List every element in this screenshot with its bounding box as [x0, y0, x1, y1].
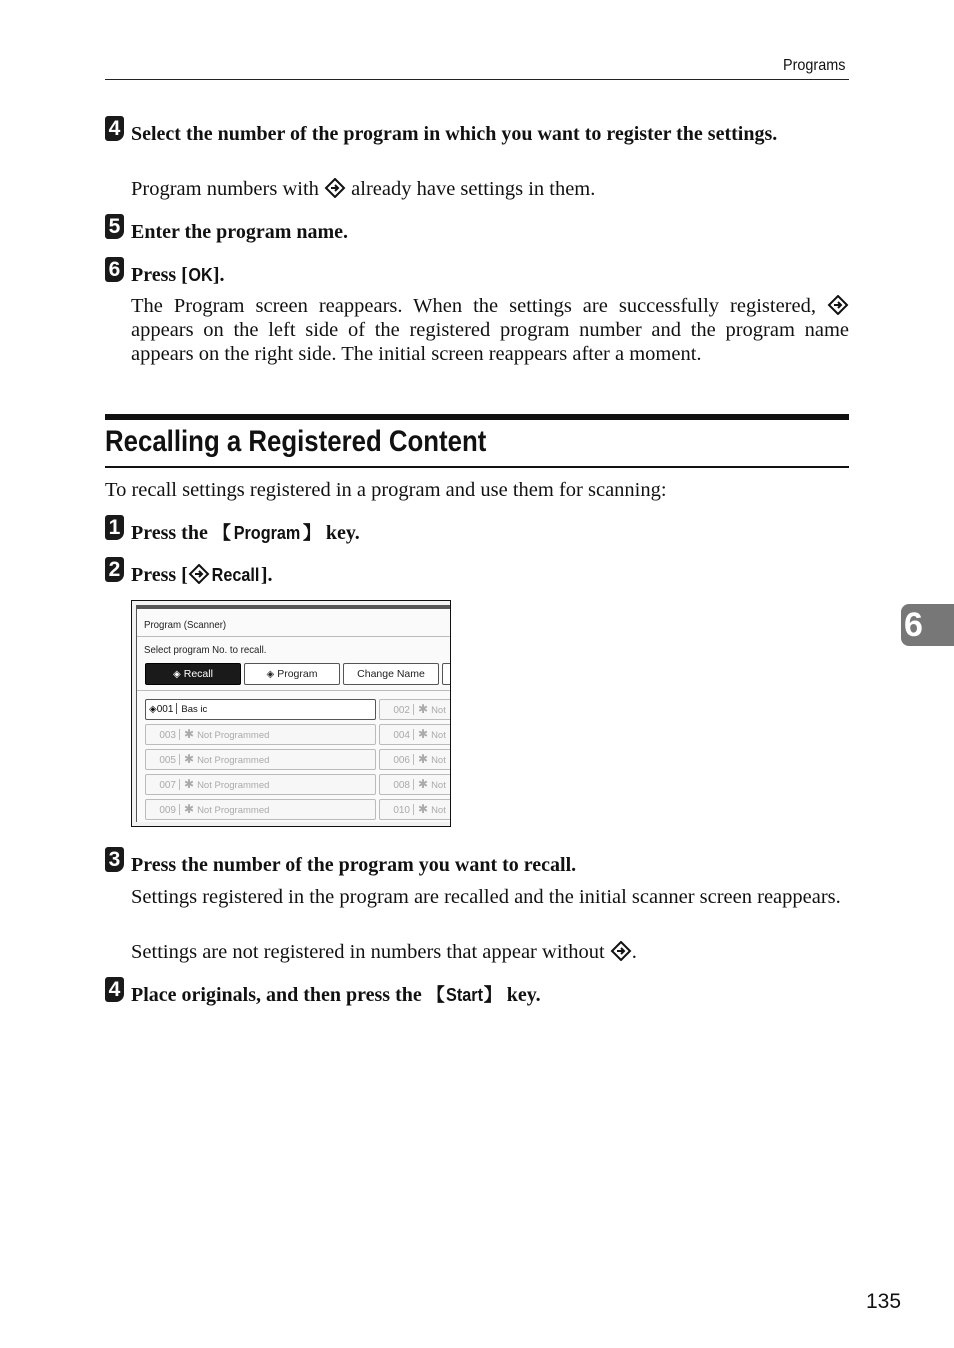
step-body	[131, 294, 849, 366]
step-title	[131, 521, 849, 546]
section-title: Recalling a Registered Content	[105, 425, 487, 458]
step-body-text: appears on the left side of the registered program number and the program name appears on the right side. The initial screen reappears after a moment.	[131, 319, 849, 365]
key-bracket: 】	[302, 523, 321, 544]
key-label: Program	[233, 523, 301, 543]
step-badge: 5	[105, 214, 124, 239]
slot-divider	[413, 704, 414, 715]
unprogrammed-icon: ✱	[418, 727, 429, 741]
step-title-text: key.	[501, 984, 541, 1006]
slot-number: 009	[159, 805, 176, 816]
program-slot[interactable]	[145, 749, 376, 770]
slot-number: 003	[159, 730, 176, 741]
key-label: OK	[188, 265, 213, 285]
program-slot[interactable]	[379, 699, 451, 720]
program-button-label: Program	[277, 668, 318, 680]
slot-number: 010	[393, 805, 410, 816]
slot-name: Not	[431, 805, 446, 816]
section-rule	[105, 466, 849, 468]
slot-name: Not Programmed	[197, 780, 270, 791]
step-body-text: The Program screen reappears. When the settings are successfully registered,	[131, 295, 816, 317]
key-bracket: 【	[426, 985, 445, 1006]
page-number: 135	[866, 1290, 902, 1313]
slot-name: Not Programmed	[197, 730, 270, 741]
step-title	[131, 563, 849, 587]
screen-instruction: Select program No. to recall.	[144, 644, 267, 656]
slot-number: 006	[393, 755, 410, 766]
key-label: Recall	[211, 565, 260, 585]
step-note	[131, 177, 849, 201]
slot-divider	[413, 779, 414, 790]
program-slot[interactable]	[379, 799, 451, 820]
step-title-text: ].	[260, 564, 273, 586]
step-title	[131, 983, 849, 1008]
slot-divider	[413, 754, 414, 765]
unprogrammed-icon: ✱	[418, 702, 429, 716]
screen-frame	[136, 605, 450, 822]
program-slot[interactable]	[379, 774, 451, 795]
step-note-text: Program numbers with	[131, 178, 325, 200]
change-name-button[interactable]	[343, 663, 439, 685]
slot-name: Not	[431, 780, 446, 791]
slot-divider	[179, 779, 180, 790]
program-slot[interactable]	[379, 724, 451, 745]
step-note	[131, 940, 849, 964]
slot-number: 004	[393, 730, 410, 741]
step-title: Select the number of the program in which you want to register the settings.	[131, 123, 778, 145]
program-slot[interactable]	[145, 699, 376, 720]
step-note-text: .	[631, 941, 637, 963]
slot-divider	[179, 729, 180, 740]
slot-number: 002	[393, 705, 410, 716]
chapter-tab: 6	[901, 604, 954, 646]
screen-topline	[137, 606, 450, 609]
step-title	[131, 263, 849, 287]
slot-name: Not Programmed	[197, 805, 270, 816]
step-badge: 3	[105, 847, 124, 872]
unprogrammed-icon: ✱	[184, 777, 195, 791]
recall-button-label: Recall	[183, 668, 213, 680]
slot-name: Not Programmed	[197, 755, 270, 766]
slot-divider	[179, 754, 180, 765]
slot-name: Bas ic	[181, 704, 208, 715]
program-icon	[610, 941, 632, 961]
program-slot[interactable]	[145, 724, 376, 745]
more-button[interactable]	[442, 663, 451, 685]
slot-name: Not	[431, 705, 446, 716]
program-icon: ◈	[266, 669, 275, 680]
step-badge: 1	[105, 515, 124, 540]
slot-number: 001	[156, 704, 174, 715]
step-note-text: Settings are not registered in numbers that appear without	[131, 941, 610, 963]
key-bracket: 】	[483, 985, 502, 1006]
step-badge: 2	[105, 557, 124, 582]
step-badge: 4	[105, 977, 124, 1002]
program-slot[interactable]	[379, 749, 451, 770]
unprogrammed-icon: ✱	[184, 727, 195, 741]
slot-number: 008	[393, 780, 410, 791]
step-note-text: already have settings in them.	[346, 178, 596, 200]
program-icon	[827, 295, 849, 315]
running-header: Programs	[783, 57, 846, 74]
program-button[interactable]	[244, 663, 340, 685]
step-title-text: Press [	[131, 564, 188, 586]
change-name-button-label: Change Name	[357, 668, 425, 680]
slot-divider	[176, 703, 177, 714]
step-title-text: Press [	[131, 264, 188, 286]
step-title: Press the number of the program you want to recall.	[131, 854, 577, 876]
slot-divider	[413, 804, 414, 815]
screen-title: Program (Scanner)	[144, 619, 227, 631]
step-title-text: ].	[212, 264, 225, 286]
step-badge: 4	[105, 116, 124, 141]
screen-divider	[137, 690, 450, 691]
screen-divider	[137, 636, 450, 637]
key-bracket: 【	[212, 523, 231, 544]
step-title: Enter the program name.	[131, 221, 349, 243]
slot-number: 007	[159, 780, 176, 791]
unprogrammed-icon: ✱	[418, 777, 429, 791]
program-icon: ◈	[149, 704, 157, 715]
slot-name: Not	[431, 730, 446, 741]
slot-number: 005	[159, 755, 176, 766]
step-title-text: key.	[320, 522, 360, 544]
key-label: Start	[445, 985, 483, 1005]
section-intro: To recall settings registered in a program and use them for scanning:	[105, 479, 667, 501]
unprogrammed-icon: ✱	[418, 802, 429, 816]
recall-button[interactable]	[145, 663, 241, 685]
unprogrammed-icon: ✱	[184, 802, 195, 816]
program-screen	[131, 600, 451, 827]
slot-divider	[179, 804, 180, 815]
program-icon	[324, 178, 346, 198]
unprogrammed-icon: ✱	[418, 752, 429, 766]
unprogrammed-icon: ✱	[184, 752, 195, 766]
header-rule	[105, 79, 849, 80]
step-title-text: Place originals, and then press the	[131, 984, 427, 1006]
program-icon: ◈	[173, 669, 181, 680]
slot-name: Not	[431, 755, 446, 766]
program-slot[interactable]	[145, 774, 376, 795]
program-slot[interactable]	[145, 799, 376, 820]
step-title-text: Press the	[131, 522, 213, 544]
step-badge: 6	[105, 257, 124, 282]
step-body: Settings registered in the program are recalled and the initial scanner screen reappears.	[131, 886, 841, 908]
program-icon	[188, 564, 210, 584]
section-rule	[105, 414, 849, 420]
slot-divider	[413, 729, 414, 740]
